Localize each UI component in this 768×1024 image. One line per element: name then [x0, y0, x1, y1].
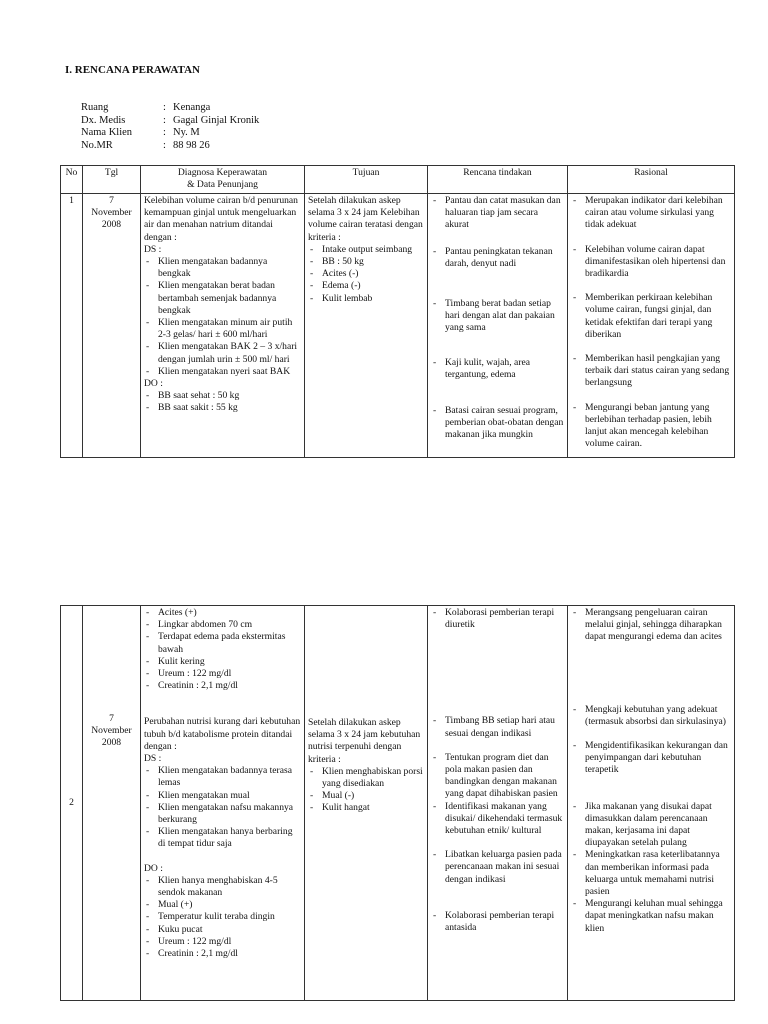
list-item: - Klien mengatakan nyeri saat BAK: [144, 366, 301, 378]
list-item: - BB saat sakit : 55 kg: [144, 402, 301, 414]
spacer: [308, 607, 424, 717]
info-row-dx-medis: [81, 115, 259, 128]
list-item: - Kaji kulit, wajah, area tergantung, edema: [431, 357, 564, 381]
table-header-row: [61, 166, 735, 194]
list-item: - Timbang BB setiap hari atau sesuai dengan indikasi: [431, 715, 564, 739]
row1-ds-label: DS :: [144, 243, 162, 255]
row1-diagnosa: [141, 194, 305, 458]
row2-tujuan-intro: Setelah dilakukan askep selama 3 x 24 jam kebutuhan nutrisi terpenuhi dengan kriteria :: [308, 717, 421, 765]
list-item: - Ureum : 122 mg/dl: [144, 668, 301, 680]
list-item: - Acites (+): [144, 607, 301, 619]
row2-ds-label: DS :: [144, 753, 162, 765]
info-sep: :: [163, 114, 166, 126]
row1-rencana: [428, 194, 568, 458]
cont-rencana-list: [431, 607, 564, 631]
row2-tujuan: [305, 606, 428, 1001]
info-row-no-mr: [81, 140, 259, 153]
list-item: - Timbang berat badan setiap hari dengan alat dan pakaian yang sama: [431, 298, 564, 335]
list-item: - Tentukan program diet dan pola makan pasien dan bandingkan dengan makanan yang dapat dihabiskan pasien: [431, 752, 564, 801]
list-item: - Pantau peningkatan tekanan darah, denyut nadi: [431, 246, 564, 270]
row1-do-list: [144, 390, 301, 414]
header-diagnosa: [141, 166, 305, 194]
info-row-nama-klien: [81, 127, 259, 140]
row2-rasional: [568, 606, 735, 1001]
row1-tujuan-list: [308, 244, 424, 305]
row2-rasional-list: [571, 704, 731, 935]
row2-rencana-list: [431, 715, 564, 934]
list-item: - Mengidentifikasikan kekurangan dan penyimpangan dari kebutuhan terapetik: [571, 740, 731, 777]
list-item: - Edema (-): [308, 280, 424, 292]
row1-tujuan-intro: Setelah dilakukan askep selama 3 x 24 jam Kelebihan volume cairan teratasi dengan kriteria :: [308, 195, 423, 243]
info-key: Ruang: [81, 102, 109, 113]
list-item: - Terdapat edema pada ekstermitas bawah: [144, 631, 301, 655]
info-sep: :: [163, 127, 166, 139]
list-item: - Ureum : 122 mg/dl: [144, 936, 301, 948]
page-heading: I. RENCANA PERAWATAN: [65, 64, 200, 76]
list-item: - Memberikan hasil pengkajian yang terbaik dari status cairan yang sedang berlangsung: [571, 353, 731, 390]
row1-tgl-day: 7: [109, 195, 114, 206]
header-rencana: Rencana tindakan: [428, 166, 568, 194]
row2-do-label: DO :: [144, 862, 163, 874]
list-item: - BB : 50 kg: [308, 256, 424, 268]
list-item: - Creatinin : 2,1 mg/dl: [144, 948, 301, 960]
list-item: - Meningkatkan rasa keterlibatannya dan memberikan informasi pada keluarga untuk memahami nutrisi pasien: [571, 849, 731, 898]
list-item: - Kolaborasi pemberian terapi diuretik: [431, 607, 564, 631]
list-item: - Klien mengatakan minum air putih 2-3 gelas/ hari ± 600 ml/hari: [144, 317, 301, 341]
row2-no: 2: [61, 606, 83, 1001]
info-key: Dx. Medis: [81, 114, 126, 126]
list-item: - Mual (-): [308, 790, 424, 802]
row1-tgl: [83, 194, 141, 458]
spacer: [86, 607, 137, 713]
care-plan-table-part-1: [60, 165, 735, 458]
info-key: No.MR: [81, 139, 113, 151]
row2-tujuan-list: [308, 766, 424, 815]
row1-tgl-month: November: [91, 207, 132, 219]
info-value: Gagal Ginjal Kronik: [173, 114, 260, 126]
list-item: - Mengkaji kebutuhan yang adekuat (termasuk absorbsi dan sirkulasinya): [571, 704, 731, 728]
header-tujuan: Tujuan: [305, 166, 428, 194]
info-sep: :: [163, 102, 166, 113]
list-item: - Lingkar abdomen 70 cm: [144, 619, 301, 631]
list-item: - Jika makanan yang disukai dapat dimasukkan dalam perencanaan makan, kerjasama ini dapat diupayakan setelah pulang: [571, 801, 731, 850]
list-item: - Kuku pucat: [144, 924, 301, 936]
cont-do-list: [144, 607, 301, 692]
list-item: - Temperatur kulit teraba dingin: [144, 911, 301, 923]
list-item: - Klien mengatakan hanya berbaring di tempat tidur saja: [144, 826, 301, 850]
list-item: - Kulit lembab: [308, 293, 424, 305]
list-item: - Pantau dan catat masukan dan haluaran tiap jam secara akurat: [431, 195, 564, 232]
row2-tgl-year: 2008: [101, 737, 122, 749]
info-key: Nama Klien: [81, 127, 133, 139]
info-sep: :: [163, 139, 166, 151]
list-item: - Merangsang pengeluaran cairan melalui ginjal, sehingga diharapkan dapat mengurangi edema dan acites: [571, 607, 731, 644]
row2-do-list: [144, 875, 301, 960]
row1-rencana-list: [431, 195, 564, 442]
row2-ds-list: [144, 765, 301, 850]
info-value: 88 98 26: [173, 139, 210, 151]
list-item: - Merupakan indikator dari kelebihan cairan atau volume sirkulasi yang tidak adekuat: [571, 195, 731, 232]
list-item: - Identifikasi makanan yang disukai/ dikehendaki termasuk kebutuhan etnik/ kultural: [431, 801, 564, 838]
list-item: - Kelebihan volume cairan dapat dimanifestasikan oleh hipertensi dan bradikardia: [571, 244, 731, 281]
table-row-continuation: [61, 606, 735, 1001]
list-item: - Mengurangi keluhan mual sehingga dapat meningkatkan nafsu makan klien: [571, 898, 731, 935]
info-value: Ny. M: [173, 127, 200, 139]
row1-rasional: [568, 194, 735, 458]
cont-rasional-list: [571, 607, 731, 644]
list-item: - Klien menghabiskan porsi yang disediakan: [308, 766, 424, 790]
patient-info: [81, 102, 259, 152]
list-item: - Batasi cairan sesuai program, pemberian obat-obatan dengan makanan jika mungkin: [431, 405, 564, 442]
header-tgl: Tgl: [83, 166, 141, 194]
list-item: - Intake output seimbang: [308, 244, 424, 256]
header-no: No: [61, 166, 83, 194]
header-diagnosa-line2: & Data Penunjang: [187, 179, 258, 191]
row2-rencana: [428, 606, 568, 1001]
row1-diagnosa-intro: Kelebihan volume cairan b/d penurunan kemampuan ginjal untuk mengeluarkan air dan menahan natrium ditandai dengan :: [144, 195, 298, 243]
list-item: - Creatinin : 2,1 mg/dl: [144, 680, 301, 692]
list-item: - Kulit hangat: [308, 802, 424, 814]
list-item: - Klien mengatakan badannya terasa lemas: [144, 765, 301, 789]
list-item: - Klien mengatakan BAK 2 – 3 x/hari dengan jumlah urin ± 500 ml/ hari: [144, 341, 301, 365]
list-item: - BB saat sehat : 50 kg: [144, 390, 301, 402]
care-plan-table-part-2: [60, 605, 735, 1001]
list-item: - Klien mengatakan berat badan bertambah semenjak badannya bengkak: [144, 280, 301, 317]
list-item: - Kulit kering: [144, 656, 301, 668]
header-rasional: Rasional: [568, 166, 735, 194]
list-item: - Acites (-): [308, 268, 424, 280]
list-item: - Klien mengatakan mual: [144, 790, 301, 802]
row2-tgl: [83, 606, 141, 1001]
row1-tujuan: [305, 194, 428, 458]
row2-tgl-month: November: [91, 725, 132, 737]
header-diagnosa-line1: Diagnosa Keperawatan: [177, 167, 268, 178]
list-item: - Memberikan perkiraan kelebihan volume cairan, fungsi ginjal, dan ketidak efektifan dari terapi yang diberikan: [571, 292, 731, 341]
row1-no: 1: [61, 194, 83, 458]
row1-rasional-list: [571, 195, 731, 450]
info-row-ruang: [81, 102, 259, 115]
row2-tgl-day: 7: [109, 713, 114, 724]
list-item: - Kolaborasi pemberian terapi antasida: [431, 910, 564, 934]
row2-diagnosa: [141, 606, 305, 1001]
info-value: Kenanga: [173, 102, 211, 113]
table-row-1: [61, 194, 735, 458]
row1-ds-list: [144, 256, 301, 378]
list-item: - Klien mengatakan badannya bengkak: [144, 256, 301, 280]
list-item: - Mual (+): [144, 899, 301, 911]
list-item: - Klien mengatakan nafsu makannya berkurang: [144, 802, 301, 826]
row1-tgl-year: 2008: [101, 219, 122, 231]
list-item: - Mengurangi beban jantung yang berlebihan terhadap pasien, lebih lanjut akan mencegah kelebihan volume cairan.: [571, 402, 731, 451]
list-item: - Klien hanya menghabiskan 4-5 sendok makanan: [144, 875, 301, 899]
row2-diagnosa-intro: Perubahan nutrisi kurang dari kebutuhan tubuh b/d katabolisme protein ditandai dengan :: [144, 716, 301, 752]
list-item: - Libatkan keluarga pasien pada perencanaan makan ini sesuai dengan indikasi: [431, 849, 564, 886]
row1-do-label: DO :: [144, 378, 163, 390]
